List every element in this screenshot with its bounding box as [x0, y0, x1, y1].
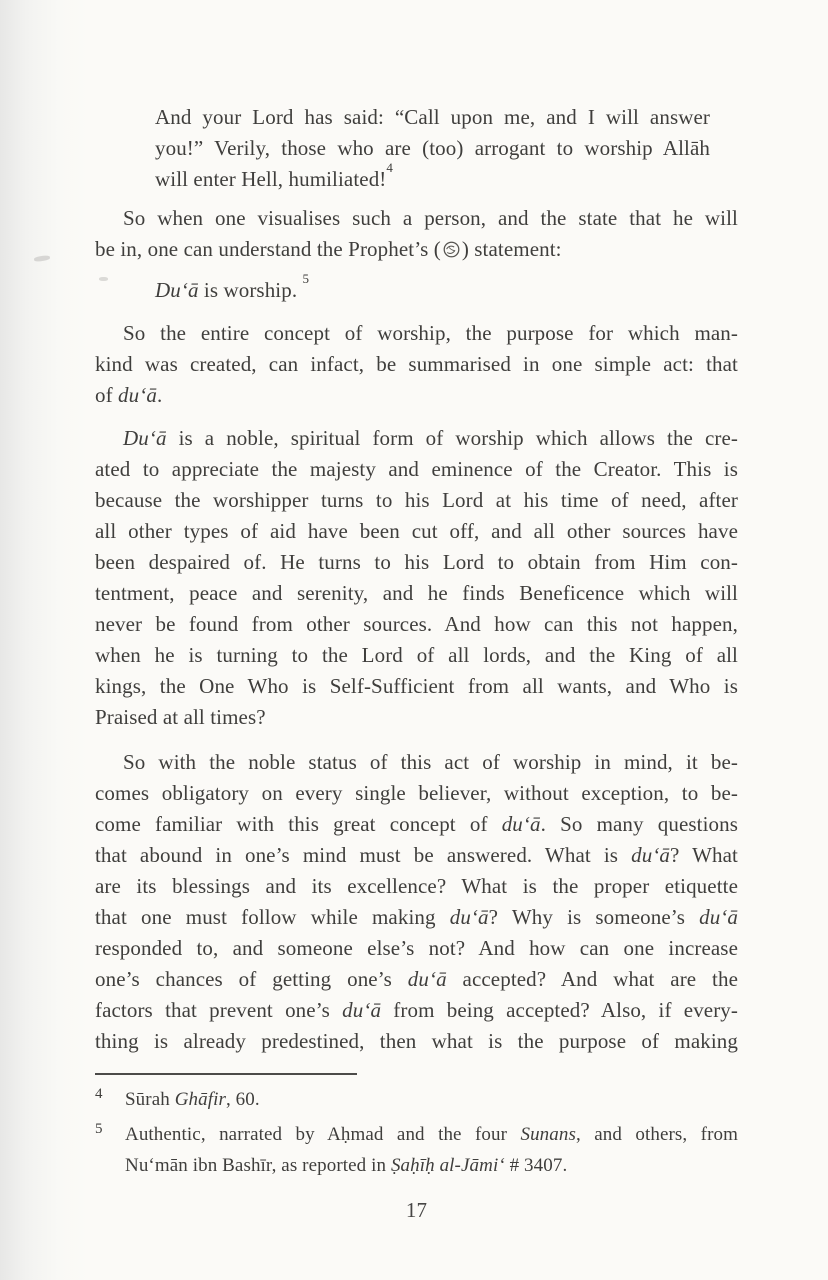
text-line: that abound in one’s mind must be answered. What is du‘ā? What — [95, 843, 738, 867]
footnote-number: 5 — [95, 1121, 103, 1137]
text-line: So with the noble status of this act of worship in mind, it be- — [123, 750, 738, 774]
body-paragraph — [95, 423, 738, 733]
text-line: Du‘ā is worship. $^5$ — [155, 271, 310, 302]
text-line: factors that prevent one’s du‘ā from being accepted? Also, if every- — [95, 998, 739, 1022]
text-line: tentment, peace and serenity, and he finds Beneficence which will — [95, 581, 738, 605]
footnote-text — [125, 1119, 738, 1181]
footnote-divider — [95, 1073, 357, 1075]
text-line: kind was created, can infact, be summarised in one simple act: that — [95, 352, 738, 376]
text-line: Authentic, narrated by Aḥmad and the four Sunans, and others, from — [125, 1124, 738, 1145]
text-line: Nu‘mān ibn Bashīr, as reported in Ṣaḥīḥ al-Jāmi‘ # 3407. — [125, 1155, 568, 1176]
footnote-text — [125, 1084, 738, 1115]
text-line: of du‘ā. — [95, 383, 163, 407]
text-line: So when one visualises such a person, and the state that he will — [123, 206, 738, 230]
text-line: will enter Hell, humiliated!$^4$ — [155, 160, 394, 191]
text-line: you!” Verily, those who are (too) arrogant to worship Allāh — [155, 136, 710, 160]
body-paragraph — [95, 203, 738, 265]
text-line: are its blessings and its excellence? What is the proper etiquette — [95, 874, 738, 898]
scan-artifact — [99, 277, 108, 281]
text-line: all other types of aid have been cut off, and all other sources have — [95, 519, 738, 543]
body-paragraph — [95, 318, 738, 411]
scan-artifact — [34, 255, 51, 262]
page-number: 17 — [405, 1198, 428, 1222]
text-line: Du‘ā is a noble, spiritual form of worship which allows the cre- — [123, 426, 738, 450]
text-line: comes obligatory on every single believer, without exception, to be- — [95, 781, 738, 805]
text-line: when he is turning to the Lord of all lords, and the King of all — [95, 643, 738, 667]
quran-quote-block — [155, 102, 710, 195]
text-line: kings, the One Who is Self-Sufficient from all wants, and Who is — [95, 674, 738, 698]
text-line: that one must follow while making du‘ā? Why is someone’s du‘ā — [95, 905, 739, 929]
text-line: thing is already predestined, then what is the purpose of making — [95, 1029, 738, 1053]
text-line: be in, one can understand the Prophet’s ( ) statement: — [95, 237, 562, 261]
text-line: Praised at all times? — [95, 705, 266, 729]
text-line: one’s chances of getting one’s du‘ā accepted? And what are the — [95, 967, 739, 991]
footnote — [95, 1119, 738, 1181]
footnote — [95, 1084, 738, 1115]
text-line: because the worshipper turns to his Lord at his time of need, after — [95, 488, 738, 512]
text-line: never be found from other sources. And how can this not happen, — [95, 612, 738, 636]
text-line: responded to, and someone else’s not? And how can one increase — [95, 936, 738, 960]
footnote-number: 4 — [95, 1086, 103, 1102]
text-line: So the entire concept of worship, the purpose for which man- — [123, 321, 738, 345]
prophet-honorific-icon — [442, 240, 461, 259]
text-line: come familiar with this great concept of du‘ā. So many questions — [95, 812, 738, 836]
text-line: And your Lord has said: “Call upon me, and I will answer — [155, 105, 710, 129]
text-line: ated to appreciate the majesty and eminence of the Creator. This is — [95, 457, 738, 481]
footnote-section — [95, 1073, 738, 1181]
text-line: been despaired of. He turns to his Lord to obtain from Him con- — [95, 550, 738, 574]
hadith-quote — [155, 271, 738, 306]
body-paragraph — [95, 747, 738, 1057]
text-line: Sūrah Ghāfir, 60. — [125, 1089, 260, 1110]
